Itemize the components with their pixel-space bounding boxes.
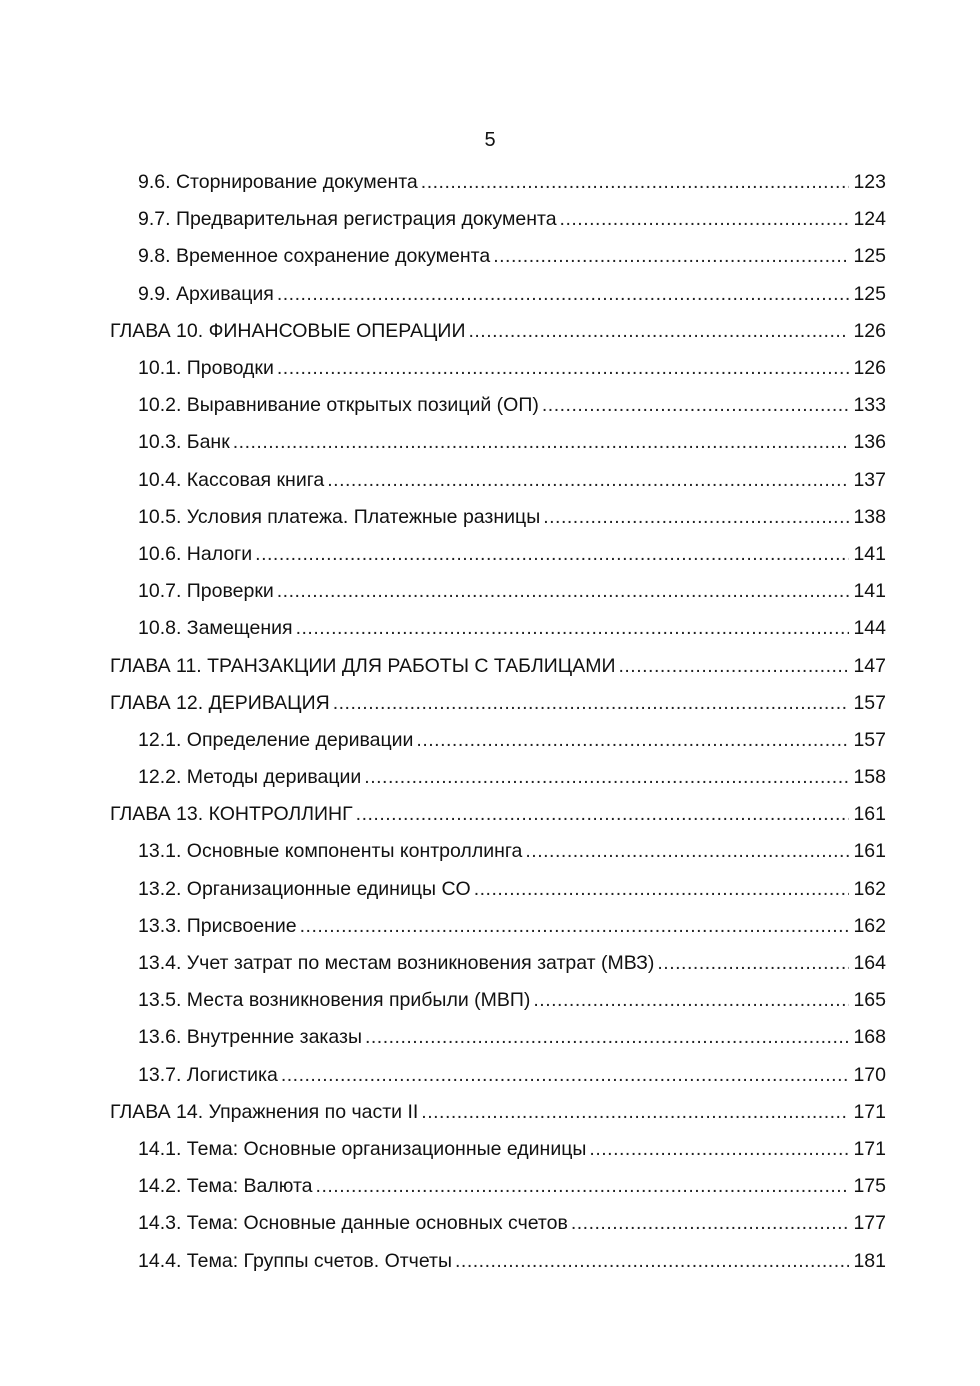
toc-section-entry[interactable]	[0, 908, 980, 945]
toc-entry-page-number: 126	[853, 357, 886, 380]
toc-entry-title: 13.1. Основные компоненты контроллинга	[138, 840, 523, 863]
toc-section-entry[interactable]	[0, 238, 980, 275]
toc-chapter-entry[interactable]	[0, 313, 980, 350]
toc-entry-title: 9.9. Архивация	[138, 282, 274, 305]
toc-entry-title: 13.7. Логистика	[138, 1063, 278, 1086]
toc-entry-title: 10.2. Выравнивание открытых позиций (ОП)	[138, 394, 539, 417]
dot-leader	[589, 1138, 849, 1161]
toc-entry-page-number: 144	[853, 617, 886, 640]
toc-entry-page-number: 147	[853, 654, 886, 677]
toc-chapter-entry[interactable]	[0, 685, 980, 722]
toc-section-entry[interactable]	[0, 1242, 980, 1279]
toc-entry-title: 13.6. Внутренние заказы	[138, 1026, 362, 1049]
toc-entry-page-number: 164	[853, 952, 886, 975]
toc-section-entry[interactable]	[0, 164, 980, 201]
toc-section-entry[interactable]	[0, 1205, 980, 1242]
dot-leader	[296, 617, 849, 640]
toc-section-entry[interactable]	[0, 759, 980, 796]
toc-entry-page-number: 175	[853, 1175, 886, 1198]
dot-leader	[618, 655, 849, 678]
dot-leader	[277, 283, 849, 306]
toc-entry-page-number: 123	[853, 171, 886, 194]
toc-entry-title: 14.3. Тема: Основные данные основных счетов	[138, 1212, 568, 1235]
toc-entry-title: ГЛАВА 10. ФИНАНСОВЫЕ ОПЕРАЦИИ	[110, 319, 466, 342]
dot-leader	[364, 766, 849, 789]
dot-leader	[300, 915, 849, 938]
toc-section-entry[interactable]	[0, 1019, 980, 1056]
dot-leader	[571, 1212, 849, 1235]
toc-entry-page-number: 157	[853, 728, 886, 751]
toc-section-entry[interactable]	[0, 982, 980, 1019]
toc-entry-title: 13.5. Места возникновения прибыли (МВП)	[138, 989, 531, 1012]
toc-chapter-entry[interactable]	[0, 1094, 980, 1131]
toc-section-entry[interactable]	[0, 201, 980, 238]
toc-entry-page-number: 162	[853, 877, 886, 900]
toc-section-entry[interactable]	[0, 1168, 980, 1205]
toc-entry-title: ГЛАВА 13. КОНТРОЛЛИНГ	[110, 803, 353, 826]
dot-leader	[533, 989, 849, 1012]
toc-entry-page-number: 158	[853, 766, 886, 789]
toc-section-entry[interactable]	[0, 424, 980, 461]
dot-leader	[455, 1250, 849, 1273]
toc-entry-title: 13.2. Организационные единицы CO	[138, 877, 471, 900]
dot-leader	[421, 1101, 849, 1124]
toc-section-entry[interactable]	[0, 1057, 980, 1094]
toc-entry-page-number: 133	[853, 394, 886, 417]
toc-entry-page-number: 138	[853, 505, 886, 528]
toc-section-entry[interactable]	[0, 722, 980, 759]
toc-section-entry[interactable]	[0, 387, 980, 424]
toc-entry-page-number: 165	[853, 989, 886, 1012]
toc-entry-title: 10.5. Условия платежа. Платежные разницы	[138, 505, 541, 528]
toc-entry-title: 14.1. Тема: Основные организационные единицы	[138, 1137, 587, 1160]
toc-entry-title: 9.7. Предварительная регистрация документа	[138, 208, 557, 231]
dot-leader	[525, 840, 849, 863]
toc-entry-title: 14.4. Тема: Группы счетов. Отчеты	[138, 1249, 452, 1272]
dot-leader	[493, 245, 849, 268]
toc-entry-title: 10.3. Банк	[138, 431, 230, 454]
toc-chapter-entry[interactable]	[0, 796, 980, 833]
toc-section-entry[interactable]	[0, 871, 980, 908]
toc-entry-page-number: 137	[853, 468, 886, 491]
toc-entry-title: 10.8. Замещения	[138, 617, 293, 640]
toc-entry-page-number: 124	[853, 208, 886, 231]
toc-entry-title: 9.6. Сторнирование документа	[138, 171, 418, 194]
toc-entry-page-number: 126	[853, 319, 886, 342]
dot-leader	[255, 543, 849, 566]
toc-entry-title: 10.7. Проверки	[138, 580, 274, 603]
dot-leader	[316, 1175, 849, 1198]
dot-leader	[365, 1026, 849, 1049]
toc-entry-page-number: 157	[853, 691, 886, 714]
toc-entry-page-number: 161	[853, 840, 886, 863]
toc-section-entry[interactable]	[0, 945, 980, 982]
toc-entry-title: ГЛАВА 11. ТРАНЗАКЦИИ ДЛЯ РАБОТЫ С ТАБЛИЦАМИ	[110, 654, 616, 677]
page-number: 5	[484, 129, 496, 151]
toc-entry-page-number: 141	[853, 542, 886, 565]
toc-entry-page-number: 125	[853, 245, 886, 268]
toc-section-entry[interactable]	[0, 462, 980, 499]
toc-entry-page-number: 141	[853, 580, 886, 603]
toc-entry-page-number: 177	[853, 1212, 886, 1235]
dot-leader	[327, 469, 849, 492]
toc-entry-title: 14.2. Тема: Валюта	[138, 1175, 313, 1198]
toc-entry-page-number: 136	[853, 431, 886, 454]
toc-entry-title: ГЛАВА 12. ДЕРИВАЦИЯ	[110, 691, 330, 714]
toc-entry-page-number: 171	[853, 1100, 886, 1123]
toc-chapter-entry[interactable]	[0, 647, 980, 684]
toc-section-entry[interactable]	[0, 610, 980, 647]
table-of-contents	[0, 164, 980, 1280]
dot-leader	[277, 580, 849, 603]
toc-entry-title: 10.6. Налоги	[138, 542, 253, 565]
dot-leader	[233, 431, 849, 454]
toc-entry-title: 9.8. Временное сохранение документа	[138, 245, 491, 268]
dot-leader	[657, 952, 849, 975]
toc-section-entry[interactable]	[0, 536, 980, 573]
toc-entry-title: 10.1. Проводки	[138, 357, 274, 380]
dot-leader	[277, 357, 849, 380]
toc-entry-title: ГЛАВА 14. Упражнения по части II	[110, 1100, 419, 1123]
toc-section-entry[interactable]	[0, 499, 980, 536]
dot-leader	[421, 171, 849, 194]
dot-leader	[560, 208, 849, 231]
toc-entry-title: 10.4. Кассовая книга	[138, 468, 325, 491]
dot-leader	[474, 878, 849, 901]
dot-leader	[416, 729, 849, 752]
toc-entry-title: 12.2. Методы деривации	[138, 766, 362, 789]
toc-entry-page-number: 162	[853, 914, 886, 937]
toc-section-entry[interactable]	[0, 573, 980, 610]
toc-entry-title: 13.3. Присвоение	[138, 914, 297, 937]
toc-entry-title: 13.4. Учет затрат по местам возникновения затрат (МВЗ)	[138, 952, 655, 975]
dot-leader	[333, 692, 849, 715]
toc-entry-title: 12.1. Определение деривации	[138, 728, 414, 751]
toc-entry-page-number: 171	[853, 1137, 886, 1160]
toc-entry-page-number: 168	[853, 1026, 886, 1049]
toc-section-entry[interactable]	[0, 276, 980, 313]
toc-section-entry[interactable]	[0, 1131, 980, 1168]
toc-entry-page-number: 161	[853, 803, 886, 826]
toc-entry-page-number: 170	[853, 1063, 886, 1086]
dot-leader	[543, 506, 849, 529]
dot-leader	[542, 394, 849, 417]
toc-section-entry[interactable]	[0, 833, 980, 870]
dot-leader	[356, 803, 849, 826]
toc-entry-page-number: 125	[853, 282, 886, 305]
dot-leader	[281, 1064, 849, 1087]
dot-leader	[468, 320, 849, 343]
toc-section-entry[interactable]	[0, 350, 980, 387]
toc-entry-page-number: 181	[853, 1249, 886, 1272]
